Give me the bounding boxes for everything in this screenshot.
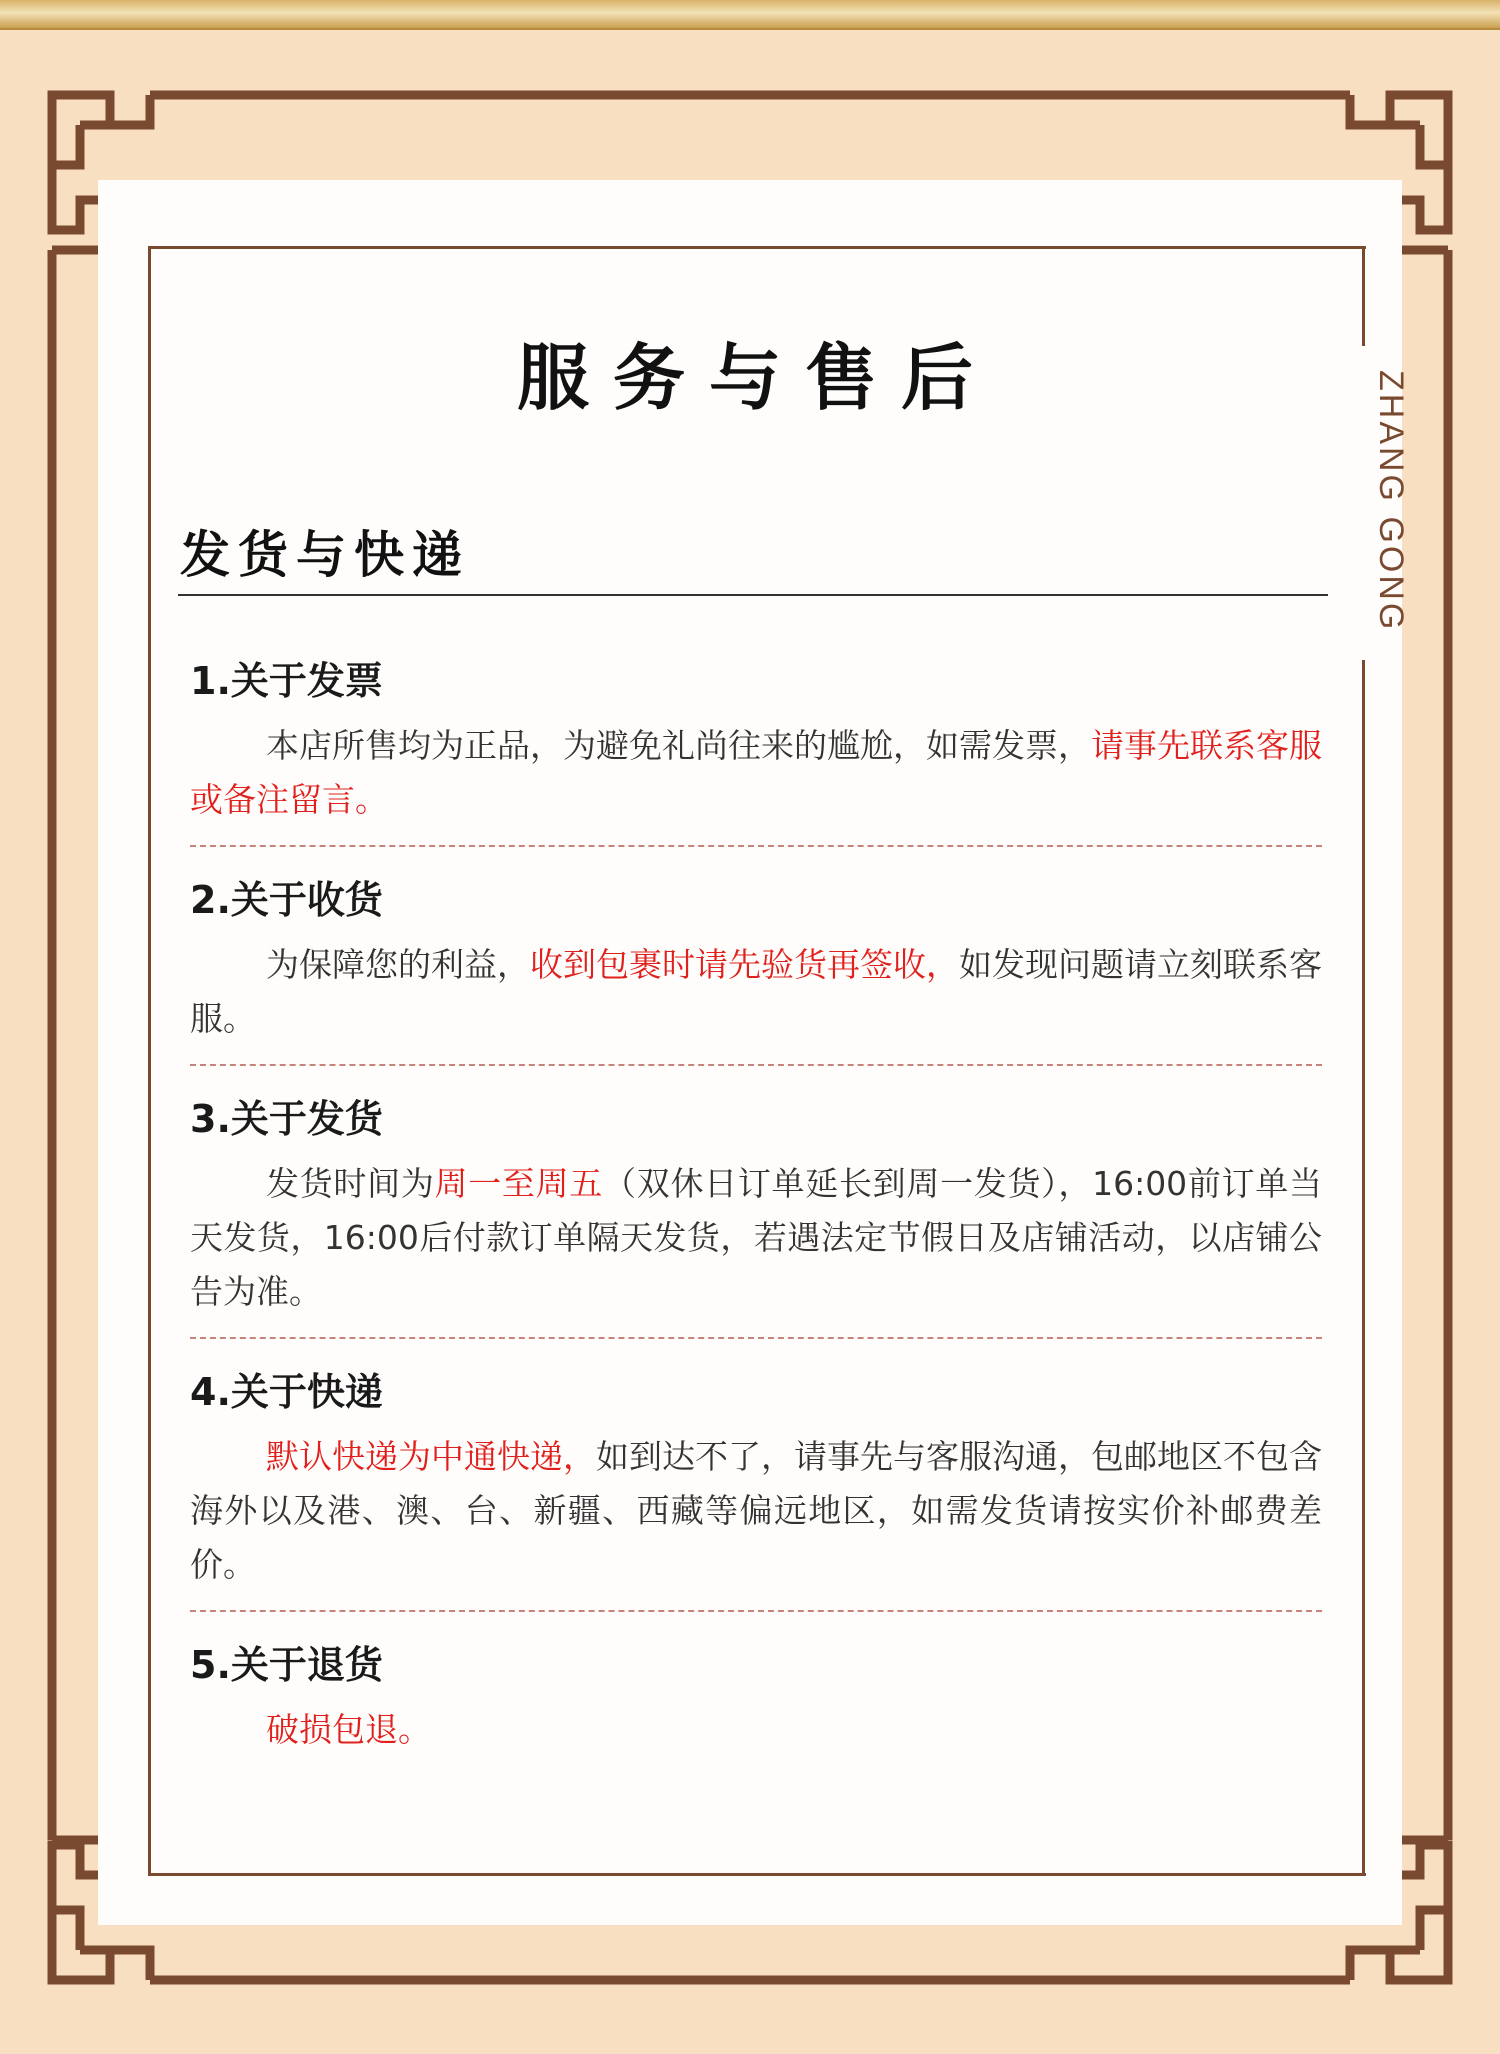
body-text: 如发现问题请立刻联系客服。 [190,945,1322,1038]
body-text-highlight: 默认快递为中通快递， [266,1437,596,1476]
section-divider [178,594,1328,596]
policy-item-title: 2.关于收货 [190,878,383,922]
section-title: 发货与快递 [180,525,470,584]
body-text: 如到达不了，请事先与客服沟通，包邮地区不包含海外以及港、澳、台、新疆、西藏等偏远地区，如需发货请按实价补邮费差价。 [190,1437,1322,1584]
policy-item-body [190,1430,1322,1592]
body-text-highlight: 请事先联系客服或备注留言。 [190,726,1322,819]
policy-item-returns [190,1634,1322,1775]
policy-item-body [190,1157,1322,1319]
body-text: （双休日订单延长到周一发货），16:00前订单当天发货，16:00后付款订单隔天发货，若遇法定节假日及店铺活动，以店铺公告为准。 [190,1164,1322,1311]
policy-item-receiving [190,869,1322,1066]
inner-frame-right-bottom [1362,660,1365,1876]
body-text-highlight: 破损包退。 [266,1710,431,1749]
policy-item-title: 4.关于快递 [190,1370,383,1414]
body-text-highlight: 周一至周五 [434,1164,604,1203]
body-text: 本店所售均为正品，为避免礼尚往来的尴尬，如需发票， [266,726,1091,765]
policy-list [190,650,1322,1797]
page-title: 服务与售后 [516,335,997,420]
policy-item-title: 3.关于发货 [190,1097,383,1141]
policy-item-shipping [190,1088,1322,1339]
policy-item-body [190,938,1322,1046]
policy-item-title: 1.关于发票 [190,659,383,703]
side-brand-text: ZHANG GONG [1372,370,1410,633]
policy-item-invoice [190,650,1322,847]
body-text: 为保障您的利益， [266,945,530,984]
body-text: 发货时间为 [266,1164,435,1203]
policy-item-title: 5.关于退货 [190,1643,383,1687]
policy-item-courier [190,1361,1322,1612]
policy-item-body [190,1703,1322,1757]
policy-item-body [190,719,1322,827]
body-text-highlight: 收到包裹时请先验货再签收， [530,945,959,984]
